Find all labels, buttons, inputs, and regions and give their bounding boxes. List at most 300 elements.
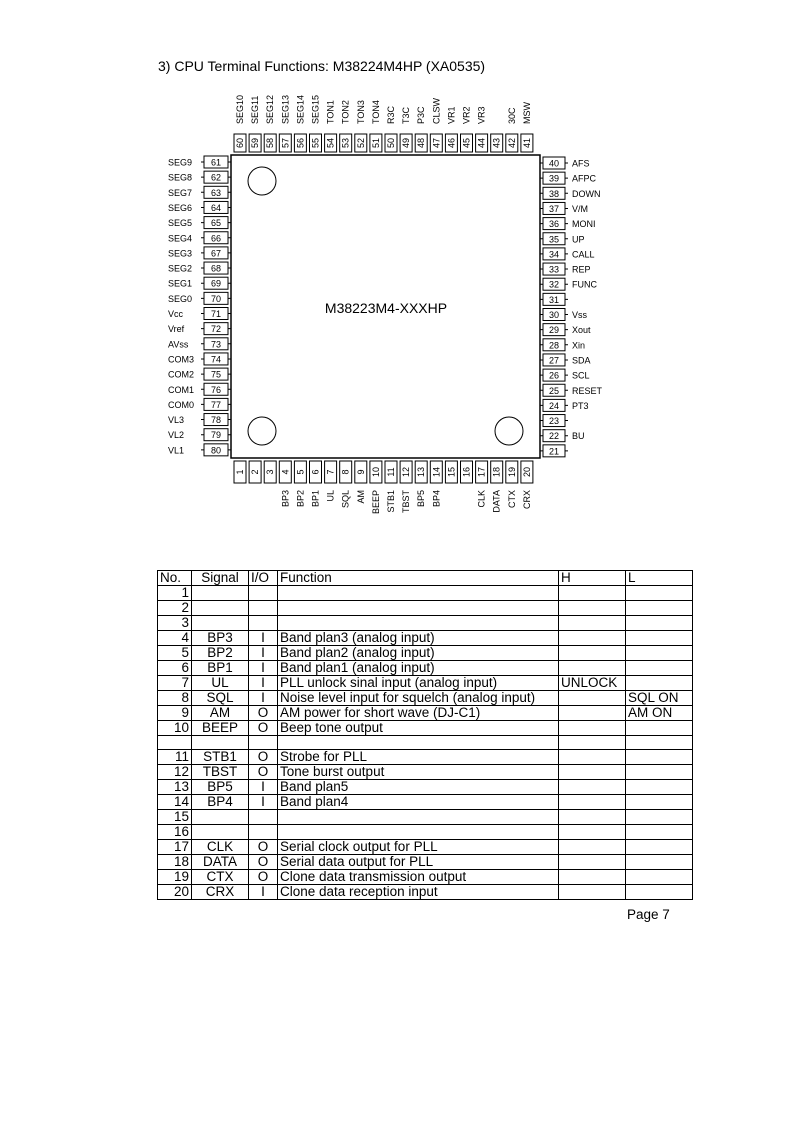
top-pin-name: P3C (416, 106, 427, 124)
cell-function: Noise level input for squelch (analog input) (278, 691, 559, 706)
bottom-pin-number: 20 (521, 466, 532, 478)
table-row (158, 855, 693, 870)
cell-function: Tone burst output (278, 765, 559, 780)
top-pin-number: 41 (521, 137, 532, 149)
left-pin-number: 75 (210, 369, 222, 380)
cell-l (626, 676, 693, 691)
top-pin-name: VR2 (461, 106, 472, 124)
bottom-pin-number: 12 (401, 466, 412, 478)
top-pin-name: VR3 (476, 106, 487, 124)
cell-h: UNLOCK (559, 676, 626, 691)
cell-function (278, 825, 559, 840)
col-header-function: Function (278, 571, 559, 586)
table-row (158, 706, 693, 721)
cell-l (626, 601, 693, 616)
left-pin-name: COM3 (168, 354, 195, 365)
right-pin-name: DOWN (572, 188, 601, 199)
cell-io: I (249, 691, 278, 706)
right-pin-name: Vss (572, 310, 588, 320)
cell-signal (192, 810, 249, 825)
cell-signal (192, 586, 249, 601)
top-pin-number: 51 (370, 137, 381, 149)
top-pin-name: SEG15 (310, 94, 321, 124)
left-pin-number: 78 (210, 415, 222, 426)
top-pin-number: 49 (401, 137, 412, 149)
cell-io: O (249, 855, 278, 870)
page-heading: 3) CPU Terminal Functions: M38224M4HP (XA0535) (158, 58, 486, 74)
cell-io: I (249, 795, 278, 810)
left-pin-name: SEG0 (168, 293, 193, 304)
cell-io: O (249, 765, 278, 780)
col-header-l: L (626, 571, 693, 586)
bottom-pin-number: 7 (325, 469, 336, 475)
cell-l (626, 885, 693, 900)
cell-signal: DATA (192, 855, 249, 870)
left-pin-number: 76 (210, 384, 222, 395)
top-pin-number: 46 (446, 137, 457, 149)
right-pin-number: 31 (548, 294, 560, 305)
right-pin-number: 34 (548, 249, 560, 260)
cell-signal: CRX (192, 885, 249, 900)
right-pin-name: BU (572, 431, 585, 442)
cell-h (559, 721, 626, 736)
left-pins (168, 156, 231, 456)
right-pin-number: 23 (548, 416, 560, 427)
top-pin-name: R3C (386, 105, 396, 124)
table-row (158, 840, 693, 855)
cell-io (249, 586, 278, 601)
cell-signal (192, 601, 249, 616)
table-row (158, 736, 693, 750)
cell-h (559, 810, 626, 825)
bottom-pin-name: TBST (401, 490, 412, 514)
cell-no: 19 (158, 870, 192, 885)
col-header-h: H (559, 571, 626, 586)
left-pin-number: 73 (210, 339, 222, 350)
right-pin-name: UP (572, 234, 585, 245)
bottom-pin-name: DATA (491, 490, 502, 513)
right-pin-number: 30 (548, 310, 560, 320)
cell-l (626, 631, 693, 646)
cell-l (626, 840, 693, 855)
cell-no: 10 (158, 721, 192, 736)
bottom-pin-number: 18 (491, 466, 502, 478)
top-pin-number: 48 (416, 137, 427, 149)
cell-function: Band plan4 (278, 795, 559, 810)
cell-signal: BP3 (192, 631, 249, 646)
left-pin-name: SEG7 (168, 187, 193, 198)
right-pin-number: 32 (548, 279, 560, 290)
left-pin-number: 74 (210, 354, 222, 365)
cell-io: O (249, 721, 278, 736)
cell-signal: BP2 (192, 646, 249, 661)
cell-signal (192, 616, 249, 631)
bottom-pin-name: CLK (476, 490, 487, 508)
bottom-pin-number: 3 (265, 469, 276, 475)
cell-signal: AM (192, 706, 249, 721)
right-pin-number: 22 (548, 431, 560, 442)
left-pin-number: 77 (210, 399, 222, 410)
cell-signal: BP5 (192, 780, 249, 795)
bottom-pin-name: BEEP (370, 490, 381, 515)
bottom-pin-number: 2 (250, 469, 261, 475)
cell-no: 7 (158, 676, 192, 691)
right-pin-number: 35 (548, 234, 560, 245)
cell-function: Band plan1 (analog input) (278, 661, 559, 676)
bottom-pin-number: 17 (476, 466, 487, 478)
cell-function (278, 586, 559, 601)
bottom-pin-name: AM (355, 490, 366, 504)
cell-io: O (249, 706, 278, 721)
top-pin-number: 56 (295, 137, 306, 149)
bottom-pin-name: BP2 (295, 490, 306, 508)
cell-no: 3 (158, 616, 192, 631)
cell-h (559, 825, 626, 840)
right-pin-name: V/M (572, 203, 589, 214)
terminal-function-table (157, 570, 693, 900)
table-row (158, 885, 693, 900)
cell-function: Band plan3 (analog input) (278, 631, 559, 646)
top-pin-name: SEG13 (280, 94, 291, 124)
cell-no: 6 (158, 661, 192, 676)
top-pin-name: TON1 (325, 100, 336, 124)
bottom-pin-name: BP5 (416, 490, 427, 508)
cell-l (626, 736, 693, 750)
top-pin-name: TON2 (340, 100, 351, 124)
left-pin-name: COM1 (168, 384, 195, 395)
left-pin-name: SEG5 (168, 218, 193, 229)
right-pin-number: 24 (548, 400, 560, 411)
left-pin-name: Vref (168, 324, 185, 335)
cell-signal: BEEP (192, 721, 249, 736)
top-pin-number: 44 (476, 137, 487, 149)
cell-function (278, 736, 559, 750)
top-pins (234, 95, 533, 152)
top-pin-name: TON3 (355, 100, 366, 124)
bottom-pin-name: BP4 (431, 490, 442, 508)
cell-h (559, 646, 626, 661)
right-pin-name: REP (572, 264, 591, 275)
top-pin-number: 43 (491, 137, 502, 149)
right-pin-number: 38 (548, 188, 560, 199)
top-pin-number: 52 (355, 137, 366, 149)
cell-l (626, 616, 693, 631)
cell-signal (192, 736, 249, 750)
bottom-pin-number: 19 (506, 466, 517, 478)
cell-io: I (249, 780, 278, 795)
top-pin-name: SEG10 (235, 94, 245, 124)
left-pin-number: 67 (210, 248, 222, 259)
left-pin-number: 65 (210, 218, 222, 229)
cell-io (249, 601, 278, 616)
right-pin-number: 39 (548, 173, 560, 184)
bottom-pin-number: 13 (416, 466, 427, 478)
table-row (158, 676, 693, 691)
bottom-pin-number: 4 (280, 469, 291, 475)
cell-io: I (249, 631, 278, 646)
right-pin-number: 37 (548, 203, 560, 214)
table-row (158, 586, 693, 601)
left-pin-number: 71 (210, 309, 222, 319)
cell-l (626, 586, 693, 601)
top-pin-number: 54 (325, 137, 336, 149)
col-header-io: I/O (249, 571, 278, 586)
bottom-pin-name: BP1 (310, 490, 321, 508)
cell-no: 18 (158, 855, 192, 870)
cell-h (559, 616, 626, 631)
left-pin-number: 63 (210, 187, 222, 198)
cell-l (626, 810, 693, 825)
cell-io: I (249, 885, 278, 900)
cell-io: O (249, 750, 278, 765)
cell-signal: BP4 (192, 795, 249, 810)
cell-function: Serial data output for PLL (278, 855, 559, 870)
cell-no: 9 (158, 706, 192, 721)
bottom-pin-number: 15 (446, 466, 457, 478)
bottom-pin-number: 1 (235, 469, 245, 475)
cell-h (559, 750, 626, 765)
right-pin-number: 26 (548, 370, 560, 381)
cell-no: 16 (158, 825, 192, 840)
bottom-pin-number: 9 (355, 469, 366, 475)
right-pin-name: RESET (572, 385, 603, 396)
top-pin-name: VR1 (446, 106, 457, 124)
cell-h (559, 631, 626, 646)
right-pin-name: PT3 (572, 400, 589, 411)
table-row (158, 825, 693, 840)
table-row (158, 765, 693, 780)
right-pin-name: MONI (572, 219, 596, 230)
top-pin-number: 60 (235, 137, 245, 149)
top-pin-name: TON4 (370, 100, 381, 124)
bottom-pin-name: UL (325, 490, 336, 502)
cell-no: 11 (158, 750, 192, 765)
top-pin-number: 42 (506, 137, 517, 149)
left-pin-name: COM2 (168, 369, 195, 380)
cell-l (626, 750, 693, 765)
cell-io: I (249, 646, 278, 661)
cell-l (626, 661, 693, 676)
left-pin-number: 79 (210, 430, 222, 441)
cell-signal: STB1 (192, 750, 249, 765)
cell-h (559, 780, 626, 795)
top-pin-name: MSW (521, 102, 532, 124)
cell-l (626, 870, 693, 885)
cell-l (626, 765, 693, 780)
cell-function: Band plan2 (analog input) (278, 646, 559, 661)
left-pin-name: VL2 (168, 430, 185, 441)
cell-h (559, 586, 626, 601)
cell-function: Serial clock output for PLL (278, 840, 559, 855)
cell-function: Strobe for PLL (278, 750, 559, 765)
bottom-pin-name: SQL (340, 490, 351, 509)
left-pin-number: 80 (210, 445, 222, 456)
cell-h (559, 691, 626, 706)
right-pin-name: FUNC (572, 279, 597, 290)
cell-no: 20 (158, 885, 192, 900)
bottom-pin-number: 6 (310, 469, 321, 475)
cell-h (559, 870, 626, 885)
left-pin-name: Vcc (168, 309, 184, 319)
right-pin-number: 27 (548, 355, 560, 366)
cell-function: Beep tone output (278, 721, 559, 736)
cell-no: 5 (158, 646, 192, 661)
cell-io: O (249, 840, 278, 855)
cell-io (249, 825, 278, 840)
table-row (158, 795, 693, 810)
left-pin-name: SEG6 (168, 202, 193, 213)
table-header-row (158, 571, 693, 586)
right-pin-name: AFS (572, 158, 590, 169)
table-row (158, 721, 693, 736)
right-pin-number: 33 (548, 264, 560, 275)
cell-function: Clone data reception input (278, 885, 559, 900)
col-header-no: No. (158, 571, 192, 586)
left-pin-number: 69 (210, 278, 222, 289)
bottom-pin-name: STB1 (386, 490, 396, 513)
table-row (158, 750, 693, 765)
cell-no: 13 (158, 780, 192, 795)
cell-h (559, 795, 626, 810)
cell-l (626, 780, 693, 795)
bottom-pin-number: 5 (295, 469, 306, 475)
table-row (158, 691, 693, 706)
cell-function (278, 616, 559, 631)
left-pin-number: 68 (210, 263, 222, 274)
bottom-pin-name: CRX (521, 490, 532, 510)
bottom-pin-number: 16 (461, 466, 472, 478)
cell-function: AM power for short wave (DJ-C1) (278, 706, 559, 721)
bottom-pin-name: CTX (506, 490, 517, 508)
left-pin-number: 61 (210, 157, 222, 168)
cell-l (626, 825, 693, 840)
top-pin-number: 45 (461, 137, 472, 149)
table-row (158, 661, 693, 676)
cell-io (249, 810, 278, 825)
left-pin-number: 72 (210, 324, 222, 335)
table-row (158, 810, 693, 825)
right-pin-number: 36 (548, 219, 560, 230)
cell-h (559, 765, 626, 780)
right-pin-name: CALL (572, 249, 595, 260)
cell-function: Band plan5 (278, 780, 559, 795)
cell-no: 4 (158, 631, 192, 646)
left-pin-name: SEG1 (168, 278, 193, 289)
left-pin-name: SEG9 (168, 157, 193, 168)
cell-no: 1 (158, 586, 192, 601)
right-pin-number: 28 (548, 340, 560, 351)
right-pin-name: SDA (572, 355, 591, 366)
right-pin-number: 21 (548, 446, 560, 457)
cell-signal: SQL (192, 691, 249, 706)
bottom-pin-number: 14 (431, 466, 442, 478)
cell-io (249, 616, 278, 631)
top-pin-number: 55 (310, 137, 321, 149)
table-row (158, 631, 693, 646)
top-pin-name: T3C (401, 106, 412, 124)
left-pin-number: 62 (210, 172, 222, 183)
cell-l: SQL ON (626, 691, 693, 706)
top-pin-name: 30C (506, 107, 517, 124)
cell-io (249, 736, 278, 750)
right-pin-name: Xin (572, 340, 586, 351)
cell-signal: TBST (192, 765, 249, 780)
cell-signal (192, 825, 249, 840)
cell-l (626, 795, 693, 810)
top-pin-number: 53 (340, 137, 351, 149)
top-pin-name: SEG12 (265, 94, 276, 124)
cell-function (278, 810, 559, 825)
cell-function: PLL unlock sinal input (analog input) (278, 676, 559, 691)
left-pin-name: COM0 (168, 399, 195, 410)
cell-h (559, 885, 626, 900)
cell-no: 12 (158, 765, 192, 780)
col-header-signal: Signal (192, 571, 249, 586)
top-pin-number: 59 (250, 137, 261, 149)
orientation-mark-bottom-left (248, 417, 276, 445)
right-pin-name: SCL (572, 370, 590, 381)
top-pin-number: 58 (265, 137, 276, 149)
top-pin-number: 50 (386, 137, 396, 149)
page-number: Page 7 (627, 907, 670, 922)
cell-h (559, 855, 626, 870)
top-pin-number: 57 (280, 137, 291, 149)
right-pin-number: 40 (548, 158, 560, 169)
orientation-mark-top-left (248, 167, 276, 195)
left-pin-name: SEG8 (168, 172, 193, 183)
table-row (158, 646, 693, 661)
left-pin-name: SEG2 (168, 263, 193, 274)
cell-signal: UL (192, 676, 249, 691)
cell-no: 15 (158, 810, 192, 825)
cell-h (559, 601, 626, 616)
left-pin-number: 66 (210, 233, 222, 244)
cell-l: AM ON (626, 706, 693, 721)
bottom-pins (234, 461, 533, 514)
table-row (158, 616, 693, 631)
left-pin-name: SEG3 (168, 248, 193, 259)
bottom-pin-number: 11 (386, 467, 396, 477)
cell-signal: CLK (192, 840, 249, 855)
top-pin-name: CLSW (431, 97, 442, 124)
bottom-pin-number: 8 (340, 469, 351, 475)
cell-io: O (249, 870, 278, 885)
cpu-pinout-diagram (0, 0, 793, 560)
cell-no: 17 (158, 840, 192, 855)
cell-function (278, 601, 559, 616)
cell-io: I (249, 676, 278, 691)
cell-no: 8 (158, 691, 192, 706)
top-pin-name: SEG11 (250, 95, 261, 124)
cell-h (559, 706, 626, 721)
top-pin-number: 47 (431, 137, 442, 149)
cell-function: Clone data transmission output (278, 870, 559, 885)
cell-io: I (249, 661, 278, 676)
bottom-pin-number: 10 (370, 466, 381, 478)
cell-l (626, 646, 693, 661)
left-pin-number: 64 (210, 202, 222, 213)
cell-no: 14 (158, 795, 192, 810)
cell-no: 2 (158, 601, 192, 616)
left-pin-name: AVss (168, 339, 189, 350)
chip-part-label: M38223M4-XXXHP (324, 300, 448, 316)
top-pin-name: SEG14 (295, 94, 306, 124)
table-row (158, 601, 693, 616)
cell-signal: BP1 (192, 661, 249, 676)
cell-signal: CTX (192, 870, 249, 885)
cell-h (559, 661, 626, 676)
cell-l (626, 721, 693, 736)
